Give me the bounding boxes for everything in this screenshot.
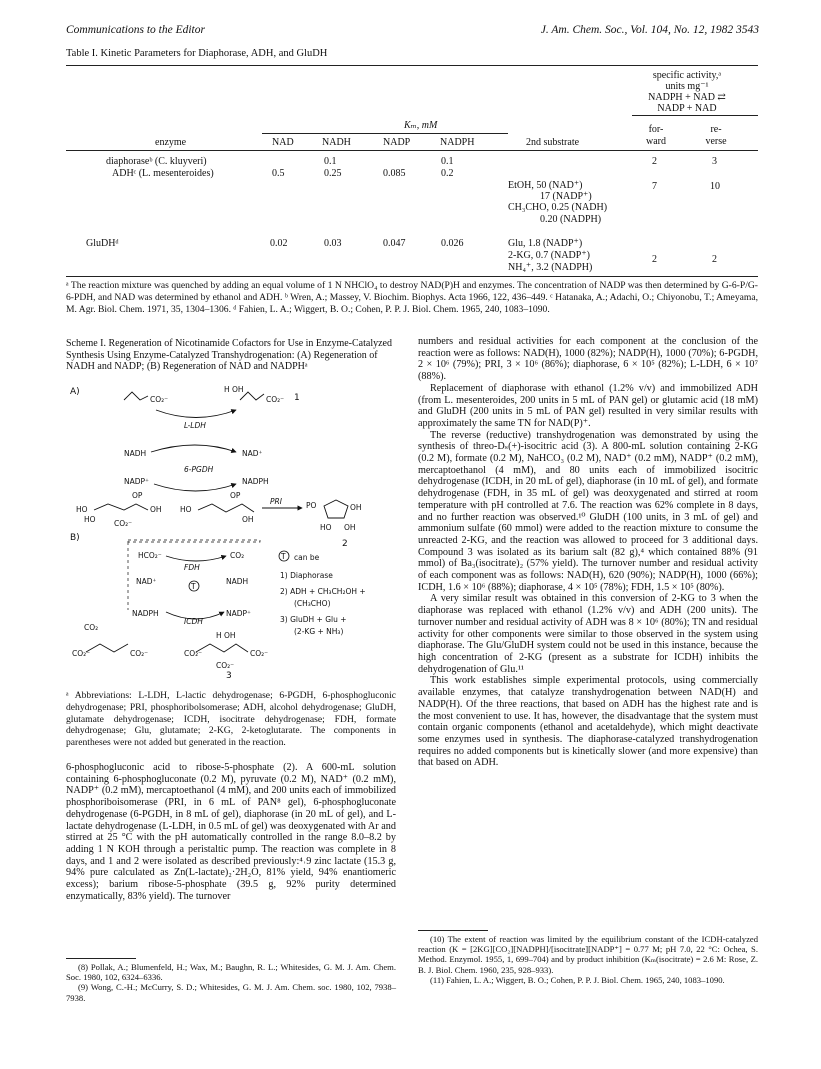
right-refs-rule: [418, 930, 488, 931]
r1-nadph: 0.1: [441, 156, 454, 167]
lactate-hoh: H OH: [224, 385, 244, 394]
ref-10: (10) The extent of reaction was limited by the equilibrium constant of the ICDH-catalyzed reaction (K = [2KG][CO₂][NADPH]/[isocitrate][NADP⁺] = 0.77 M; pH 7.0, 22 °C: Ochea, S. Method. Enzymol. 1955, 1, 699–704) and by product inhibition (Kₘ(isocitrate) = 2.6 M: Rose, Z. B. J. Biol. Chem. 1960, 235, 928–933).: [418, 934, 758, 975]
enzyme-6pgdh: 6-PGDH: [184, 465, 214, 474]
col-nadp: NADP: [383, 137, 411, 148]
reverse-h1: re-: [710, 124, 722, 135]
r3-forward: 2: [652, 254, 657, 265]
sugar3-ho: HO: [320, 523, 332, 532]
r3-nadh: 0.03: [324, 238, 342, 249]
sugar1-oh: OH: [150, 505, 162, 514]
iso-co2-left: CO₂⁻: [184, 649, 203, 658]
r1-enzyme: diaphoraseᵇ (C. kluyveri): [106, 156, 207, 167]
r3-substrate-3: NH₄⁺, 3.2 (NADPH): [508, 262, 593, 273]
r2-nadh: 0.25: [324, 168, 342, 179]
r3-reverse: 2: [712, 254, 717, 265]
running-header-right: J. Am. Chem. Soc., Vol. 104, No. 12, 1982 3543: [540, 24, 759, 36]
r3-nadp: 0.047: [383, 238, 406, 249]
r2-forward: 7: [652, 181, 657, 192]
b-hco2: HCO₂⁻: [138, 551, 162, 560]
left-refs-rule: [66, 958, 136, 959]
sugar1-co2: CO₂⁻: [114, 519, 133, 528]
opt-3b: (2-KG + NH₃): [294, 627, 344, 636]
spec-activity-h1: specific activity,ᵃ: [652, 70, 722, 81]
table-top-rule: [66, 65, 758, 66]
b-t-mark: T: [191, 582, 196, 591]
compound-3-label: 3: [226, 671, 232, 680]
left-references: [66, 962, 396, 1003]
right-column-text: [418, 336, 758, 769]
right-references: [418, 934, 758, 985]
enzyme-pri: PRI: [270, 497, 282, 506]
r1-forward: 2: [652, 156, 657, 167]
opt-1: 1) Diaphorase: [280, 571, 333, 580]
r3-nad: 0.02: [270, 238, 288, 249]
r2-nad: 0.5: [272, 168, 285, 179]
sugar1-ho2: HO: [84, 515, 96, 524]
opt-can-be: can be: [294, 553, 320, 562]
table-title: Table I. Kinetic Parameters for Diaphorase, ADH, and GluDH: [66, 48, 328, 59]
sugar1-ho: HO: [76, 505, 88, 514]
ref-8: (8) Pollak, A.; Blumenfeld, H.; Wax, M.; Baughn, R. L.; Whitesides, G. M. J. Am. Chem. Soc. 1980, 102, 6324–6336.: [66, 962, 396, 983]
lactate-co2: CO₂⁻: [266, 395, 285, 404]
table-bottom-rule: [66, 276, 758, 277]
enzyme-fdh: FDH: [184, 563, 200, 572]
pyruvate-co2: CO₂⁻: [150, 395, 169, 404]
opt-2: 2) ADH + CH₃CH₂OH +: [280, 587, 366, 596]
spec-activity-rule: [632, 115, 758, 116]
right-paragraph-1: numbers and residual activities for each component at the conclusion of the reaction were as follows: NAD(H), 1000 (82%); NADP(H), 1000 (70%); 6-PGDH, 2 × 10⁶ (79%); PRI, 3 × 10⁶ (86%); diaphorase, 6 × 10⁵ (82%); L-LDH, 6 × 10⁷ (88%).: [418, 336, 758, 383]
r1-reverse: 3: [712, 156, 717, 167]
r2-reverse: 10: [710, 181, 720, 192]
a-nad-plus: NAD⁺: [242, 449, 263, 458]
forward-h2: ward: [646, 136, 666, 147]
col-nad: NAD: [272, 137, 294, 148]
iso-hoh: H OH: [216, 631, 236, 640]
right-paragraph-4: A very similar result was obtained in this conversion of 2-KG to 3 when the diaphorase was replaced with ethanol (1.2% v/v) and ADH (200 units). The turnover number and residual activity of ADH was 8 × 10⁶ (80%); TN and residual activity for other components were similar to those observed in the system using diaphorase. The Glu/GluDH system could not be used in this instance, because the high concentration of 2-KG (present as a substrate for ICDH) inhibits the dehydrogenation of Glu.¹¹: [418, 593, 758, 675]
spec-activity-h2: units mg⁻¹: [665, 81, 709, 92]
left-paragraph: 6-phosphogluconic acid to ribose-5-phosphate (2). A 600-mL solution containing 6-phosphogluconate (0.2 M), pyruvate (0.2 M), NAD⁺ (0.2 mM), NADP⁺ (0.2 mM), mercaptoethanol (4 mM), and 200 units each of immobilized phosphoriboisomerase (PRI, in 6 mL of PAN⁸ gel), 6-phosphogluconate dehydrogenase (6-PGDH, in 8 mL of gel), diaphorase (in 20 mL of gel), and L-lactate dehydrogenase (L-LDH, in 0.5 mL of gel) was deoxygenated with Ar and stirred at 25 °C with the pH automatically controlled in the range 8.0–8.2 by adding 1 N KOH through a peristaltic pump. The reaction was complete in 8 days, and 1 and 2 were isolated as described previously:⁴˒9 zinc lactate (15.3 g, 94% pure calculated as Zn(L-lactate)₂·2H₂O, 81% yield, 94% enantiomeric excess); barium ribose-5-phosphate (39.5 g, 92% purity determined enzymatically, 83% yield). The turnover: [66, 762, 396, 902]
b-nadph: NADPH: [132, 609, 159, 618]
col-enzyme: enzyme: [155, 137, 187, 148]
left-column-text: [66, 762, 396, 902]
r2-substrate-2: 17 (NADP⁺): [540, 191, 592, 202]
col-nadph: NADPH: [440, 137, 475, 148]
iso-co2-bottom: CO₂⁻: [216, 661, 235, 670]
r2-substrate-4: 0.20 (NADPH): [540, 214, 602, 225]
km-header: Kₘ, mM: [404, 120, 438, 131]
r1-nadh: 0.1: [324, 156, 337, 167]
enzyme-icdh: ICDH: [184, 617, 203, 626]
b-nadh: NADH: [226, 577, 249, 586]
col-second-substrate: 2nd substrate: [526, 137, 580, 148]
r2-nadph: 0.2: [441, 168, 454, 179]
scheme-footnote: ᵃ Abbreviations: L-LDH, L-lactic dehydrogenase; 6-PGDH, 6-phosphogluconic dehydrogenase; PRI, phosphoribolsomerase; ADH, alcohol dehydrogenase; GluDH, glutamate dehydrogenase; ICDH, isocitrate dehydrogenase; FDH, formate dehydrogenase; Glu, glutamate; 2-KG, 2-ketoglutarate. The components in parentheses were not added but generated in the reaction.: [66, 690, 396, 749]
b-nad-plus: NAD⁺: [136, 577, 157, 586]
sugar3-po: PO: [306, 501, 317, 510]
km-rule: [262, 133, 508, 134]
b-nadp-plus: NADP⁺: [226, 609, 251, 618]
compound-2-label: 2: [342, 539, 348, 549]
sugar2-ho: HO: [180, 505, 192, 514]
reverse-h2: verse: [705, 136, 727, 147]
spec-activity-h4: NADP + NAD: [657, 103, 717, 114]
r2-substrate-1: EtOH, 50 (NAD⁺): [508, 180, 583, 191]
label-a: A): [70, 387, 80, 397]
a-nadh: NADH: [124, 449, 147, 458]
a-nadph: NADPH: [242, 477, 269, 486]
scheme-title: Scheme I. Regeneration of Nicotinamide Cofactors for Use in Enzyme-Catalyzed Synthesis Using Enzyme-Catalyzed Transhydrogenation: (A) Regeneration of NADH and NADP; (B) Regeneration of NAD and NADPHᵃ: [66, 338, 392, 373]
table-header-rule: [66, 150, 758, 151]
iso-co2-right: CO₂⁻: [250, 649, 269, 658]
b-co2: CO₂: [230, 551, 245, 560]
col-nadh: NADH: [322, 137, 351, 148]
ref-9: (9) Wong, C.-H.; McCurry, S. D.; Whitesides, G. M. J. Am. Chem. soc. 1980, 102, 7938–7938.: [66, 982, 396, 1003]
r3-enzyme: GluDHᵈ: [86, 238, 119, 249]
compound-1-label: 1: [294, 393, 300, 403]
r2-enzyme: ADHᶜ (L. mesenteroides): [112, 168, 214, 179]
table-footnote: ᵃ The reaction mixture was quenched by adding an equal volume of 1 N NHClO₄ to destroy NAD(P)H and enzymes. The concentration of NADP was then determined by G-6-P/G-6-PDH, and NAD was determined by ethanol and ADH. ᵇ Wren, A.; Massey, V. Biochim. Biophys. Acta 1966, 122, 436–449. ᶜ Hatanaka, A.; Adachi, O.; Chiyonobu, T.; Ameyama, M. Agr. Biol. Chem. 1971, 35, 1304–1306. ᵈ Fahien, L. A.; Wiggert, B. O.; Cohen, P. P. J. Biol. Chem. 1965, 240, 1083–1090.: [66, 280, 758, 315]
opt-2b: (CH₃CHO): [294, 599, 331, 608]
a-nadp-plus: NADP⁺: [124, 477, 149, 486]
b-co2-left: CO₂: [84, 623, 99, 632]
sugar2-op: OP: [230, 491, 241, 500]
enzyme-lldh: L-LDH: [184, 421, 206, 430]
r3-nadph: 0.026: [441, 238, 464, 249]
label-b: B): [70, 533, 80, 543]
opt-t-mark: T: [281, 552, 286, 561]
r2-substrate-3: CH₃CHO, 0.25 (NADH): [508, 202, 608, 213]
right-paragraph-5: This work establishes simple experimental protocols, using commercially available enzymes, that catalyze transhydrogenation between NAD(H) and NADP(H). Of the three reactions, that based on ADH has the highest rate and is the most convenient to use. It has, however, the disadvantage that the system must contain organic components (ethanol and acetaldehyde), which might deactivate some enzymes used in synthesis. The diaphorase-catalyzed transhydrogenation requires no added components but is kinetically slower (and more expensive) than that based on ADH.: [418, 675, 758, 769]
right-paragraph-2: Replacement of diaphorase with ethanol (1.2% v/v) and immobilized ADH (from L. mesenteroides, 200 units in 5 mL of PAN gel) or glutamic acid (18 mM) and GluDH (200 units in 5 mL of PAN gel) resulted in very similar results with approximately the same TN for NAD(P)⁺.: [418, 382, 758, 429]
kg-co2-right: CO₂⁻: [130, 649, 149, 658]
sugar1-op: OP: [132, 491, 143, 500]
running-header-left: Communications to the Editor: [66, 24, 205, 36]
ref-11: (11) Fahien, L. A.; Wiggert, B. O.; Cohen, P. P. J. Biol. Chem. 1965, 240, 1083–1090.: [430, 974, 725, 985]
opt-3: 3) GluDH + Glu +: [280, 615, 347, 624]
r2-nadp: 0.085: [383, 168, 406, 179]
sugar3-oh: OH: [350, 503, 362, 512]
spec-activity-h3: NADPH + NAD ⇄: [648, 92, 726, 103]
kg-co2-left: CO₂⁻: [72, 649, 91, 658]
r3-substrate-1: Glu, 1.8 (NADP⁺): [508, 238, 583, 249]
forward-h1: for-: [648, 124, 664, 135]
right-paragraph-3: The reverse (reductive) transhydrogenation was demonstrated by using the synthesis of threo-Dₛ(+)-isocitric acid (3). A 800-mL solution containing 2-KG (0.2 M), formate (0.2 M), NaHCO₃ (0.2 M), NAD⁺ (0.2 mM), NADP⁺ (0.2 mM), mercaptoethanol (4 mM), and 80 units each of immobilized isocitric dehydrogenase (ICDH, in 20 mL of gel), diaphorase (in 10 mL of gel), and formate dehydrogenase (FDH, in 35 mL of gel) was deoxygenated and stirred at room temperature with pH controlled at 7.6. The reaction was 62% complete in 8 days, and no further reaction was observed.¹⁰ GluDH (100 units, in 3 mL of gel) and ammonium sulfate (60 mmol) were added to the reaction mixture to consume the unreacted 2-KG, and the reaction was allowed to proceed for 3 additional days. Compound 3 was isolated as its barium salt (82 g),⁴ which contained 88% (91 mmol) of Ba₃(isocitrate)₂ (57% yield). The turnover number and residual activity of each component was as follows: NAD(H), 620 (90%); NADP(H), 1000 (66%); ICDH, 1.6 × 10⁶ (88%); diaphorase, 4 × 10⁵ (78%); FDH, 1.5 × 10⁵ (80%).: [418, 429, 758, 593]
r3-substrate-2: 2-KG, 0.7 (NADP⁺): [508, 250, 590, 261]
sugar3-oh2: OH: [344, 523, 356, 532]
scheme-diagram: [66, 380, 396, 680]
sugar2-oh: OH: [242, 515, 254, 524]
